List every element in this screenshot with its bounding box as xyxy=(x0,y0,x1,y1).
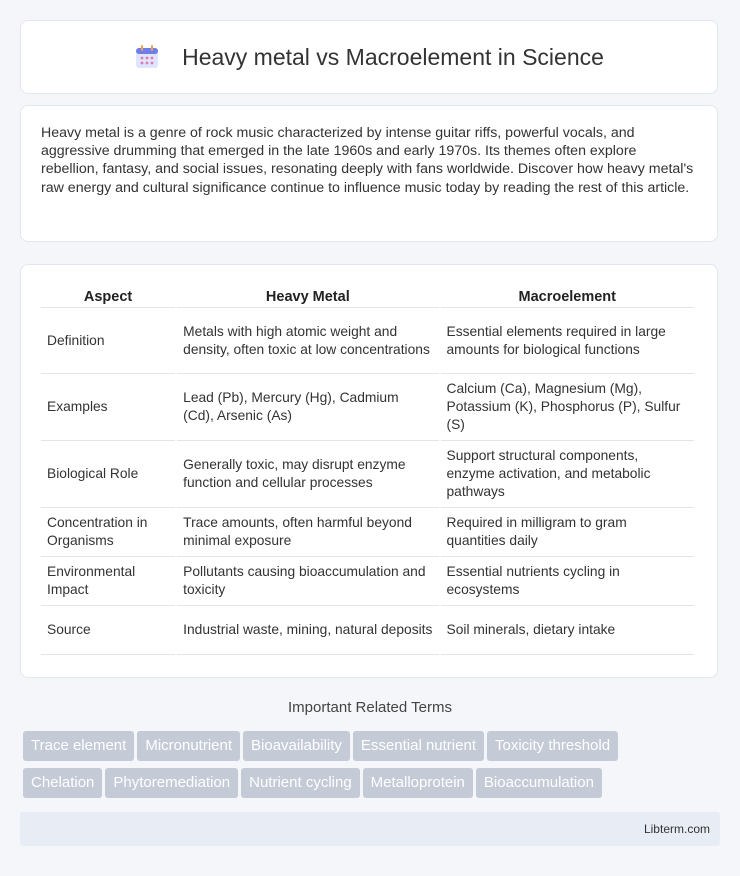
tag-essential-nutrient[interactable]: Essential nutrient xyxy=(353,731,484,761)
comparison-table xyxy=(39,285,696,655)
table-cell: Calcium (Ca), Magnesium (Mg), Potassium (K), Phosphorus (P), Sulfur (S) xyxy=(441,374,695,441)
footer xyxy=(20,812,720,846)
table-row xyxy=(41,374,694,441)
tag-bioaccumulation[interactable]: Bioaccumulation xyxy=(476,768,602,798)
header-macroelement: Macroelement xyxy=(441,285,695,308)
table-row xyxy=(41,441,694,508)
table-cell: Industrial waste, mining, natural deposits xyxy=(177,606,438,655)
table-cell: Support structural components, enzyme activation, and metabolic pathways xyxy=(441,441,695,508)
table-cell: Generally toxic, may disrupt enzyme function and cellular processes xyxy=(177,441,438,508)
table-cell: Essential nutrients cycling in ecosystems xyxy=(441,557,695,606)
tag-bioavailability[interactable]: Bioavailability xyxy=(243,731,350,761)
tag-toxicity-threshold[interactable]: Toxicity threshold xyxy=(487,731,618,761)
page-title: Heavy metal vs Macroelement in Science xyxy=(182,43,604,70)
tag-metalloprotein[interactable]: Metalloprotein xyxy=(363,768,473,798)
table-cell: Concentration in Organisms xyxy=(41,508,175,557)
tag-chelation[interactable]: Chelation xyxy=(23,768,102,798)
table-header-row xyxy=(41,285,694,308)
tag-trace-element[interactable]: Trace element xyxy=(23,731,134,761)
table-row xyxy=(41,308,694,374)
comparison-card xyxy=(20,264,718,678)
tag-micronutrient[interactable]: Micronutrient xyxy=(137,731,240,761)
related-terms-title: Important Related Terms xyxy=(288,699,452,716)
table-cell: Required in milligram to gram quantities daily xyxy=(441,508,695,557)
table-cell: Pollutants causing bioaccumulation and toxicity xyxy=(177,557,438,606)
table-row xyxy=(41,508,694,557)
table-cell: Source xyxy=(41,606,175,655)
table-cell: Definition xyxy=(41,308,175,374)
table-cell: Metals with high atomic weight and density, often toxic at low concentrations xyxy=(177,308,438,374)
intro-text: Heavy metal is a genre of rock music characterized by intense guitar riffs, powerful vocals, and aggressive drumming that emerged in the late 1960s and early 1970s. Its themes often explore rebellion, fantasy, and social issues, resonating deeply with fans worldwide. Discover how heavy metal's raw energy and cultural significance continue to influence music today by reading the rest of this article. xyxy=(41,125,694,196)
table-cell: Lead (Pb), Mercury (Hg), Cadmium (Cd), Arsenic (As) xyxy=(177,374,438,441)
tag-nutrient-cycling[interactable]: Nutrient cycling xyxy=(241,768,360,798)
table-cell: Trace amounts, often harmful beyond minimal exposure xyxy=(177,508,438,557)
table-cell: Essential elements required in large amounts for biological functions xyxy=(441,308,695,374)
header-card xyxy=(20,20,718,94)
table-cell: Examples xyxy=(41,374,175,441)
calendar-icon xyxy=(134,44,160,70)
table-cell: Soil minerals, dietary intake xyxy=(441,606,695,655)
table-row xyxy=(41,606,694,655)
intro-card xyxy=(20,105,718,242)
footer-site-link[interactable]: Libterm.com xyxy=(643,822,710,836)
related-terms-list xyxy=(23,731,723,805)
table-cell: Environmental Impact xyxy=(41,557,175,606)
header-heavy-metal: Heavy Metal xyxy=(177,285,438,308)
header-aspect: Aspect xyxy=(41,285,175,308)
tag-phytoremediation[interactable]: Phytoremediation xyxy=(105,768,238,798)
table-cell: Biological Role xyxy=(41,441,175,508)
table-row xyxy=(41,557,694,606)
